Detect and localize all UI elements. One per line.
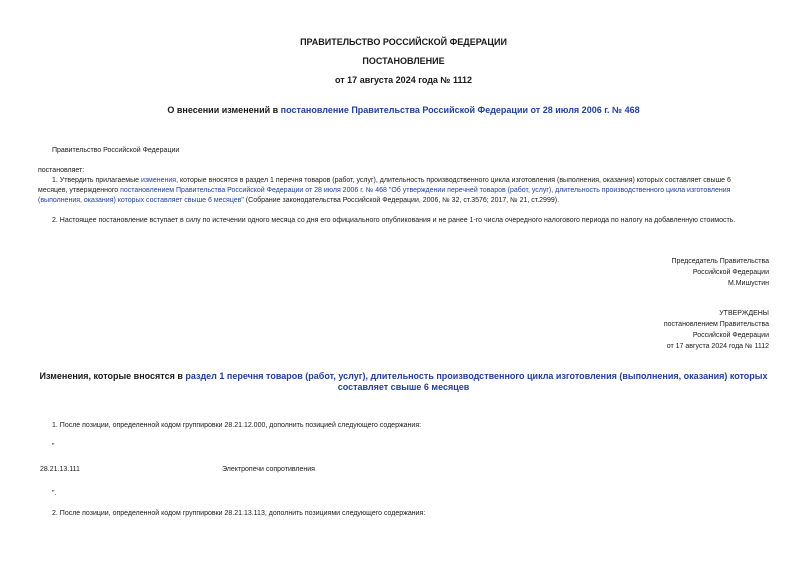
approved-line-4: от 17 августа 2024 года № 1112 xyxy=(666,343,769,350)
p1-link-changes[interactable]: изменения xyxy=(140,177,177,184)
document-date-number: от 17 августа 2024 года № 1112 xyxy=(335,75,472,85)
decides: постановляет: xyxy=(38,167,85,174)
document-type: ПОСТАНОВЛЕНИЕ xyxy=(362,56,445,66)
approved-line-1: УТВЕРЖДЕНЫ xyxy=(719,310,769,317)
p1-text-a: 1. Утвердить прилагаемые xyxy=(52,177,141,184)
position-code: 28.21.13.111 xyxy=(40,466,80,473)
issuer: Правительство Российской Федерации xyxy=(52,147,180,154)
p1-text-approved: , утвержденного xyxy=(65,187,121,194)
changes-title-line-2 xyxy=(0,382,807,392)
position-name: Электропечи сопротивления xyxy=(222,466,315,473)
quote-close: ". xyxy=(52,490,57,497)
paragraph-2: 2. Настоящее постановление вступает в силу по истечении одного месяца со дня его официального опубликования и не ранее 1-го числа очередного налогового периода по налогу на добавленную стоимость. xyxy=(52,217,736,224)
document-subject xyxy=(0,105,807,115)
quote-open: " xyxy=(52,443,55,450)
changes-title-prefix: Изменения, которые вносятся в xyxy=(39,371,186,381)
signature-name: М.Мишустин xyxy=(727,280,769,287)
signature-title-1: Председатель Правительства xyxy=(671,258,769,265)
change-item-2: 2. После позиции, определенной кодом группировки 28.21.13.113, дополнить позициями следующего содержания: xyxy=(52,510,426,517)
changes-title-link-end[interactable]: составляет свыше 6 месяцев xyxy=(337,382,470,392)
signature-title-2: Российской Федерации xyxy=(692,269,769,276)
p1-text-b: , которые вносятся в раздел 1 перечня товаров (работ, услуг), длительность производственного цикла изготовления (выполнения, оказания) которых составляет свыше 6 xyxy=(176,177,731,184)
paragraph-1-line-3 xyxy=(38,196,559,206)
p1-link-resolution[interactable]: постановлением Правительства Российской Федерации от 28 июля 2006 г. № 468 "Об утверждении перечней товаров (работ, услуг), длительность производственного цикла изготовления xyxy=(120,187,731,194)
paragraph-1-line-2 xyxy=(38,186,730,196)
subject-prefix: О внесении изменений в xyxy=(167,105,281,115)
paragraph-1-line-1 xyxy=(52,176,731,186)
changes-title-line-1 xyxy=(0,371,807,381)
p1-text-source: (Собрание законодательства Российской Федерации, 2006, № 32, ст.3576; 2017, № 21, ст.2999). xyxy=(243,197,560,204)
changes-title-link[interactable]: раздел 1 перечня товаров (работ, услуг), длительность производственного цикла изготовления (выполнения, оказания) которых xyxy=(185,371,768,381)
approved-line-2: постановлением Правительства xyxy=(663,321,769,328)
government-heading: ПРАВИТЕЛЬСТВО РОССИЙСКОЙ ФЕДЕРАЦИИ xyxy=(300,37,507,47)
approved-line-3: Российской Федерации xyxy=(692,332,769,339)
p1-text-months: месяцев xyxy=(38,187,66,194)
p1-link-resolution-end[interactable]: (выполнения, оказания) которых составляет свыше 6 месяцев" xyxy=(38,197,244,204)
change-item-1: 1. После позиции, определенной кодом группировки 28.21.12.000, дополнить позицией следующего содержания: xyxy=(52,422,422,429)
subject-link[interactable]: постановление Правительства Российской Федерации от 28 июля 2006 г. № 468 xyxy=(280,105,640,115)
